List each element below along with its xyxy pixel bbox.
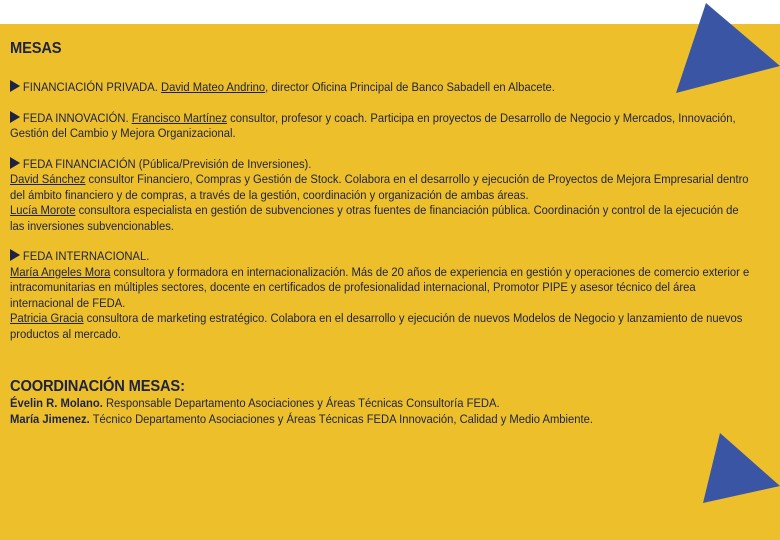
person-desc: consultor Financiero, Compras y Gestión de Stock. Colabora en el desarrollo y ejecución de Proyectos de Mejora Empresarial dentro del ámbito financiero y de compras, a través de la gestión, coordinación y organización de ambas áreas. [10,172,749,202]
section-title: FINANCIACIÓN PRIVADA. [22,80,158,94]
person-desc: , director Oficina Principal de Banco Sabadell en Albacete. [265,80,555,94]
mesas-heading: MESAS [10,40,62,57]
mesa-feda-innovacion [10,111,755,142]
person-entry [10,311,755,342]
arrow-right-icon [10,80,20,92]
arrow-right-icon [10,249,20,261]
coordinacion-heading: COORDINACIÓN MESAS: [10,378,185,395]
triangle-decoration-bottom [700,430,780,504]
person-name: David Mateo Andrino [160,80,266,94]
content [10,40,755,427]
arrow-right-icon [10,111,20,123]
mesa-feda-internacional [10,249,755,265]
coordinator-entry [10,412,755,428]
mesa-feda-financiacion [10,157,755,173]
person-desc: consultora y formadora en internacionalización. Más de 20 años de experiencia en gestión y operaciones de comercio exterior e intracomunitarias en múltiples sectores, docente en certificados de profesionalidad internacional, Promotor PIPE y asesor técnico del área internacional de FEDA. [10,264,750,310]
person-desc: consultora de marketing estratégico. Colabora en el desarrollo y ejecución de nuevos Modelos de Negocio y lanzamiento de nuevos productos al mercado. [10,311,743,341]
person-name: María Angeles Mora [10,264,111,279]
section-note: (Pública/Previsión de Inversiones). [135,156,312,171]
person-name: María Jimenez. [10,411,90,426]
person-entry [10,203,755,234]
person-name: Évelin R. Molano. [10,396,103,410]
person-name: Lucía Morote [10,203,76,217]
mesa-financiacion-privada [10,80,755,96]
person-name: Patricia Gracia [10,311,84,325]
section-title: FEDA FINANCIACIÓN [22,156,136,171]
person-entry [10,265,755,312]
section-title: FEDA INTERNACIONAL. [22,249,150,263]
person-name: Francisco Martínez [131,110,228,125]
person-name: David Sánchez [10,172,86,186]
person-desc: consultora especialista en gestión de subvenciones y otras fuentes de financiación pública. Coordinación y control de la ejecución de las inversiones subvencionables. [10,203,739,233]
arrow-right-icon [10,157,20,169]
person-entry [10,172,755,203]
person-desc: consultor, profesor y coach. Participa en proyectos de Desarrollo de Negocio y Mercados, Innovación, Gestión del Cambio y Mejora Organizacional. [10,110,736,140]
person-desc: Técnico Departamento Asociaciones y Áreas Técnicas FEDA Innovación, Calidad y Medio Ambiente. [89,411,593,426]
person-desc: Responsable Departamento Asociaciones y Áreas Técnicas Consultoría FEDA. [102,396,500,410]
coordinator-entry [10,396,755,412]
section-title: FEDA INNOVACIÓN. [22,110,129,125]
